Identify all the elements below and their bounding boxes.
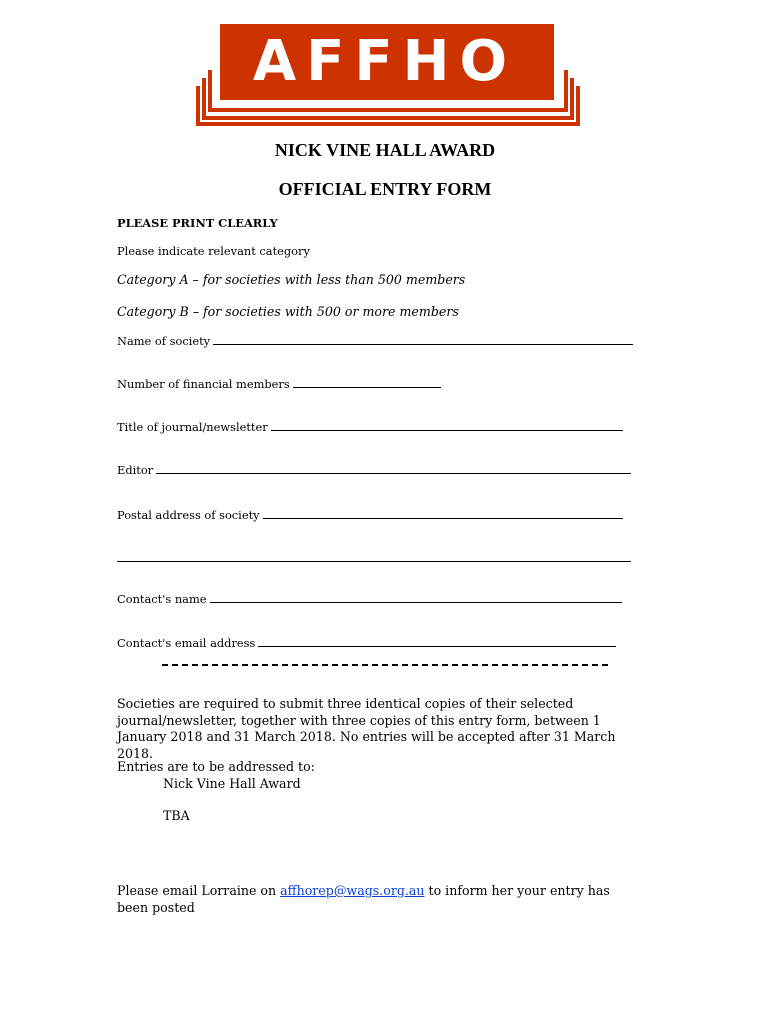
contact-name-field[interactable] — [210, 592, 622, 603]
society-name-row — [117, 334, 633, 348]
contact-name-label: Contact's name — [117, 592, 207, 606]
editor-row — [117, 463, 631, 477]
financial-members-label: Number of financial members — [117, 377, 290, 391]
category-b-option[interactable]: Category B – for societies with 500 or more members — [117, 304, 459, 319]
print-clearly-note: PLEASE PRINT CLEARLY — [117, 216, 278, 230]
form-title: NICK VINE HALL AWARD — [274, 140, 496, 160]
address-name: Nick Vine Hall Award — [163, 775, 301, 791]
logo-text: AFFHO — [252, 28, 518, 94]
editor-field[interactable] — [156, 463, 631, 474]
submission-paragraph: Societies are required to submit three identical copies of their selected journal/newsletter, together with three copies of this entry form, between 1 January 2018 and 31 March 2018. No entries will be accepted after 31 March 2018. — [117, 696, 616, 761]
journal-title-row — [117, 420, 623, 434]
financial-members-field[interactable] — [293, 377, 441, 388]
email-notice — [117, 883, 637, 916]
postal-address-field-2[interactable] — [117, 551, 631, 562]
email-link[interactable]: affhorep@wags.org.au — [280, 883, 425, 898]
postal-address-row-2 — [117, 551, 631, 565]
dashed-divider — [162, 664, 608, 666]
editor-label: Editor — [117, 463, 154, 477]
contact-email-field[interactable] — [258, 636, 616, 647]
financial-members-row — [117, 377, 441, 391]
journal-title-label: Title of journal/newsletter — [117, 420, 268, 434]
society-name-field[interactable] — [213, 334, 633, 345]
address-block — [117, 759, 647, 825]
society-name-label: Name of society — [117, 334, 211, 348]
address-tba: TBA — [163, 808, 190, 823]
category-a-option[interactable]: Category A – for societies with less than 500 members — [117, 272, 466, 287]
email-prefix: Please email Lorraine on — [117, 883, 281, 898]
contact-email-label: Contact's email address — [117, 636, 256, 650]
postal-address-field[interactable] — [263, 508, 623, 519]
affho-logo — [196, 22, 580, 126]
contact-email-row — [117, 636, 616, 650]
email-suffix: to inform her your entry has been posted — [117, 883, 610, 915]
contact-name-row — [117, 592, 622, 606]
address-intro: Entries are to be addressed to: — [117, 759, 315, 774]
journal-title-field[interactable] — [271, 420, 623, 431]
form-subtitle: OFFICIAL ENTRY FORM — [278, 179, 492, 199]
postal-address-label: Postal address of society — [117, 508, 260, 522]
category-instruction: Please indicate relevant category — [117, 244, 310, 258]
postal-address-row — [117, 508, 623, 522]
